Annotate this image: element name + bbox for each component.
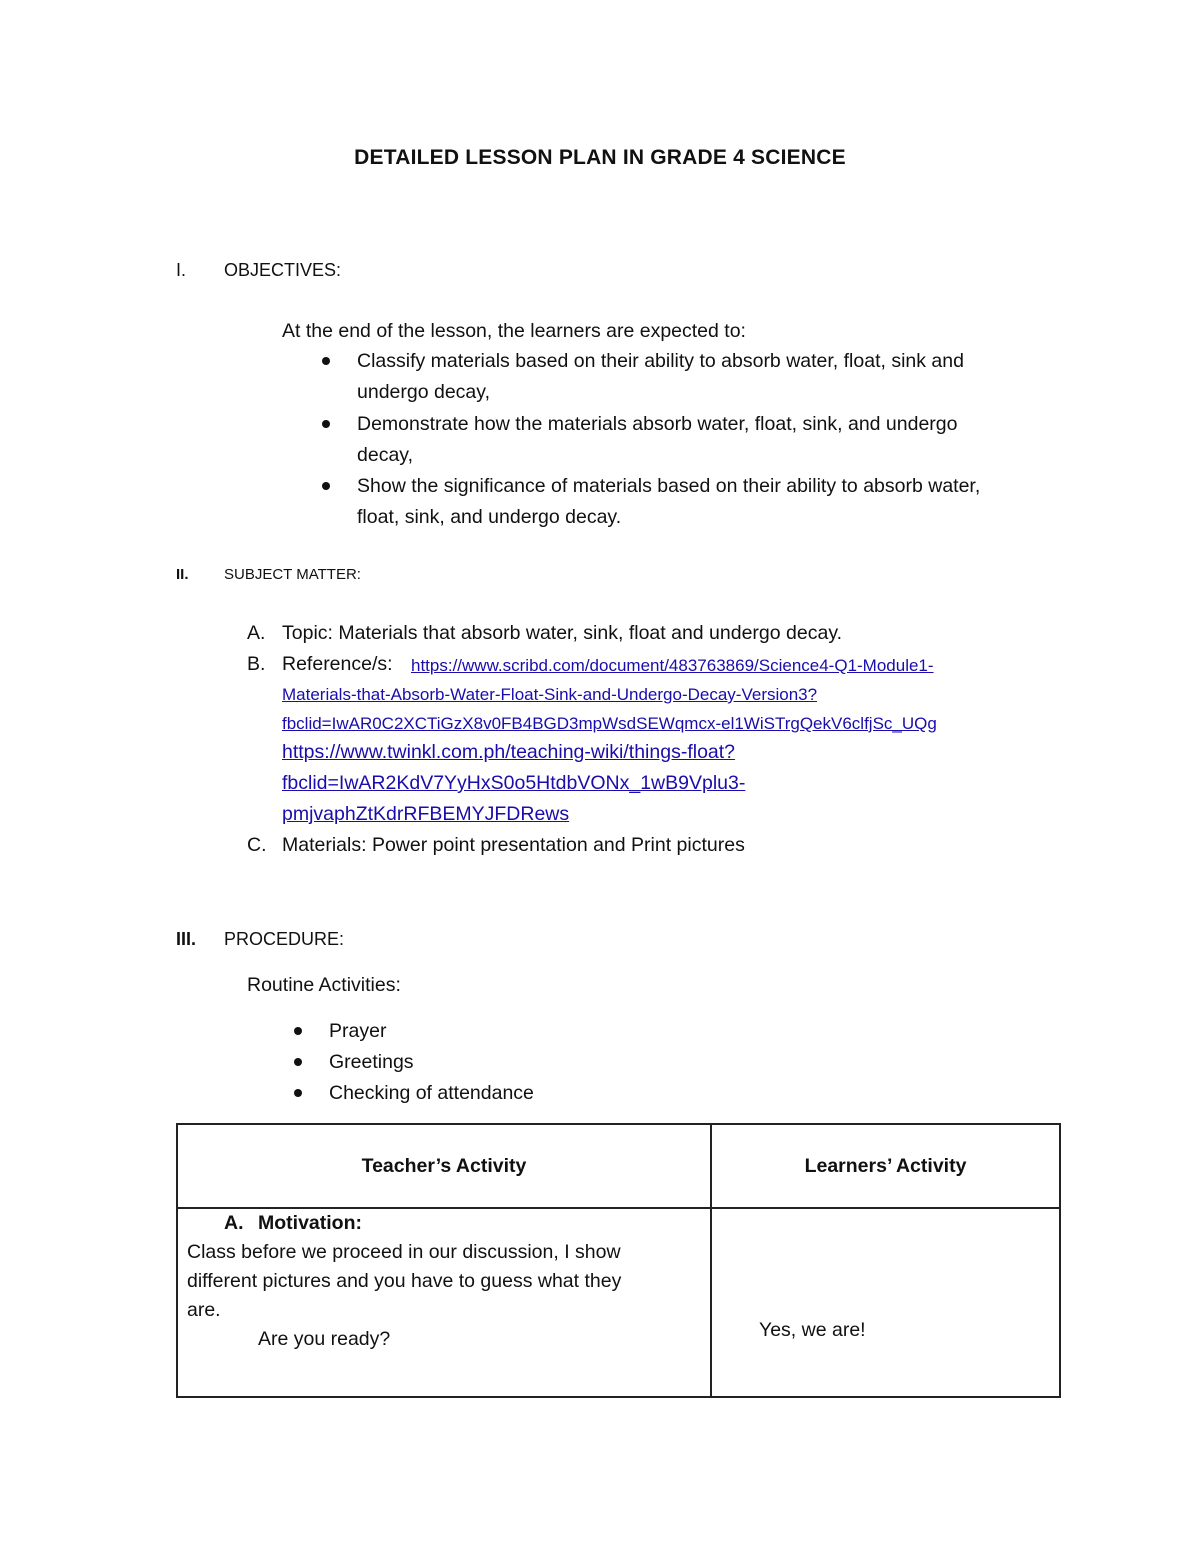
header-learners-activity (711, 1124, 1060, 1208)
routine-item-prayer: Prayer (329, 1020, 387, 1042)
routine-item-attendance: Checking of attendance (329, 1082, 534, 1104)
section-heading-procedure: PROCEDURE: (224, 929, 345, 949)
reference-letter: B. (247, 653, 266, 675)
objective-item-3-line1: Show the significance of materials based on their ability to absorb water, (357, 475, 981, 497)
table-row (177, 1208, 1060, 1397)
objective-item-1-line1: Classify materials based on their ability to absorb water, float, sink and (357, 350, 964, 372)
materials-text: Materials: Power point presentation and Print pictures (282, 834, 745, 856)
section-number-subject-matter: II. (176, 566, 189, 583)
objective-item-3-line2: float, sink, and undergo decay. (357, 506, 622, 528)
bullet-icon (294, 1027, 302, 1035)
objectives-intro: At the end of the lesson, the learners are expected to: (282, 320, 746, 342)
reference-label: Reference/s: (282, 653, 393, 675)
header-teachers-activity (177, 1124, 711, 1208)
teacher-text-line2: different pictures and you have to guess what they (187, 1270, 622, 1292)
section-number-objectives: I. (176, 260, 187, 280)
bullet-icon (294, 1089, 302, 1097)
teacher-question: Are you ready? (258, 1328, 391, 1350)
objective-item-2-line1: Demonstrate how the materials absorb water, float, sink, and undergo (357, 413, 958, 435)
table-header-row (177, 1124, 1060, 1208)
materials-letter: C. (247, 834, 267, 856)
topic-letter: A. (247, 622, 266, 644)
teacher-activity-cell (177, 1208, 711, 1397)
header-learners-activity-label: Learners’ Activity (804, 1154, 967, 1177)
activity-table (176, 1123, 1061, 1398)
header-teachers-activity-label: Teacher’s Activity (361, 1154, 527, 1177)
reference-link-twinkl-cont[interactable]: fbclid=IwAR2KdV7YyHxS0o5HtdbVONx_1wB9Vplu3- (282, 772, 746, 794)
section-heading-subject-matter: SUBJECT MATTER: (224, 566, 361, 583)
bullet-icon (322, 357, 330, 365)
bullet-icon (322, 420, 330, 428)
bullet-icon (294, 1058, 302, 1066)
reference-link-scribd-cont[interactable]: Materials-that-Absorb-Water-Float-Sink-and-Undergo-Decay-Version3? (282, 685, 818, 704)
motivation-letter: A. (224, 1212, 244, 1234)
routine-item-greetings: Greetings (329, 1051, 414, 1073)
page-title: DETAILED LESSON PLAN IN GRADE 4 SCIENCE (354, 146, 846, 169)
motivation-heading: Motivation: (258, 1212, 362, 1234)
reference-link-twinkl-cont[interactable]: pmjvaphZtKdrRFBEMYJFDRews (282, 803, 570, 825)
reference-link-scribd[interactable]: https://www.scribd.com/document/483763869/Science4-Q1-Module1- (411, 656, 934, 675)
learner-response: Yes, we are! (759, 1319, 866, 1341)
reference-link-scribd-cont[interactable]: fbclid=IwAR0C2XCTiGzX8v0FB4BGD3mpWsdSEWqmcx-el1WiSTrgQekV6clfjSc_UQg (282, 714, 937, 733)
reference-link-twinkl[interactable]: https://www.twinkl.com.ph/teaching-wiki/things-float? (282, 741, 736, 763)
objective-item-2-line2: decay, (357, 444, 414, 466)
teacher-text-line1: Class before we proceed in our discussion, I show (187, 1241, 621, 1263)
learner-activity-cell (711, 1208, 1060, 1397)
objective-item-1-line2: undergo decay, (357, 381, 490, 403)
section-heading-objectives: OBJECTIVES: (224, 260, 342, 280)
topic-text: Topic: Materials that absorb water, sink, float and undergo decay. (282, 622, 843, 644)
section-number-procedure: III. (176, 929, 197, 949)
routine-activities-label: Routine Activities: (247, 974, 401, 996)
bullet-icon (322, 482, 330, 490)
teacher-text-line3: are. (187, 1299, 221, 1321)
